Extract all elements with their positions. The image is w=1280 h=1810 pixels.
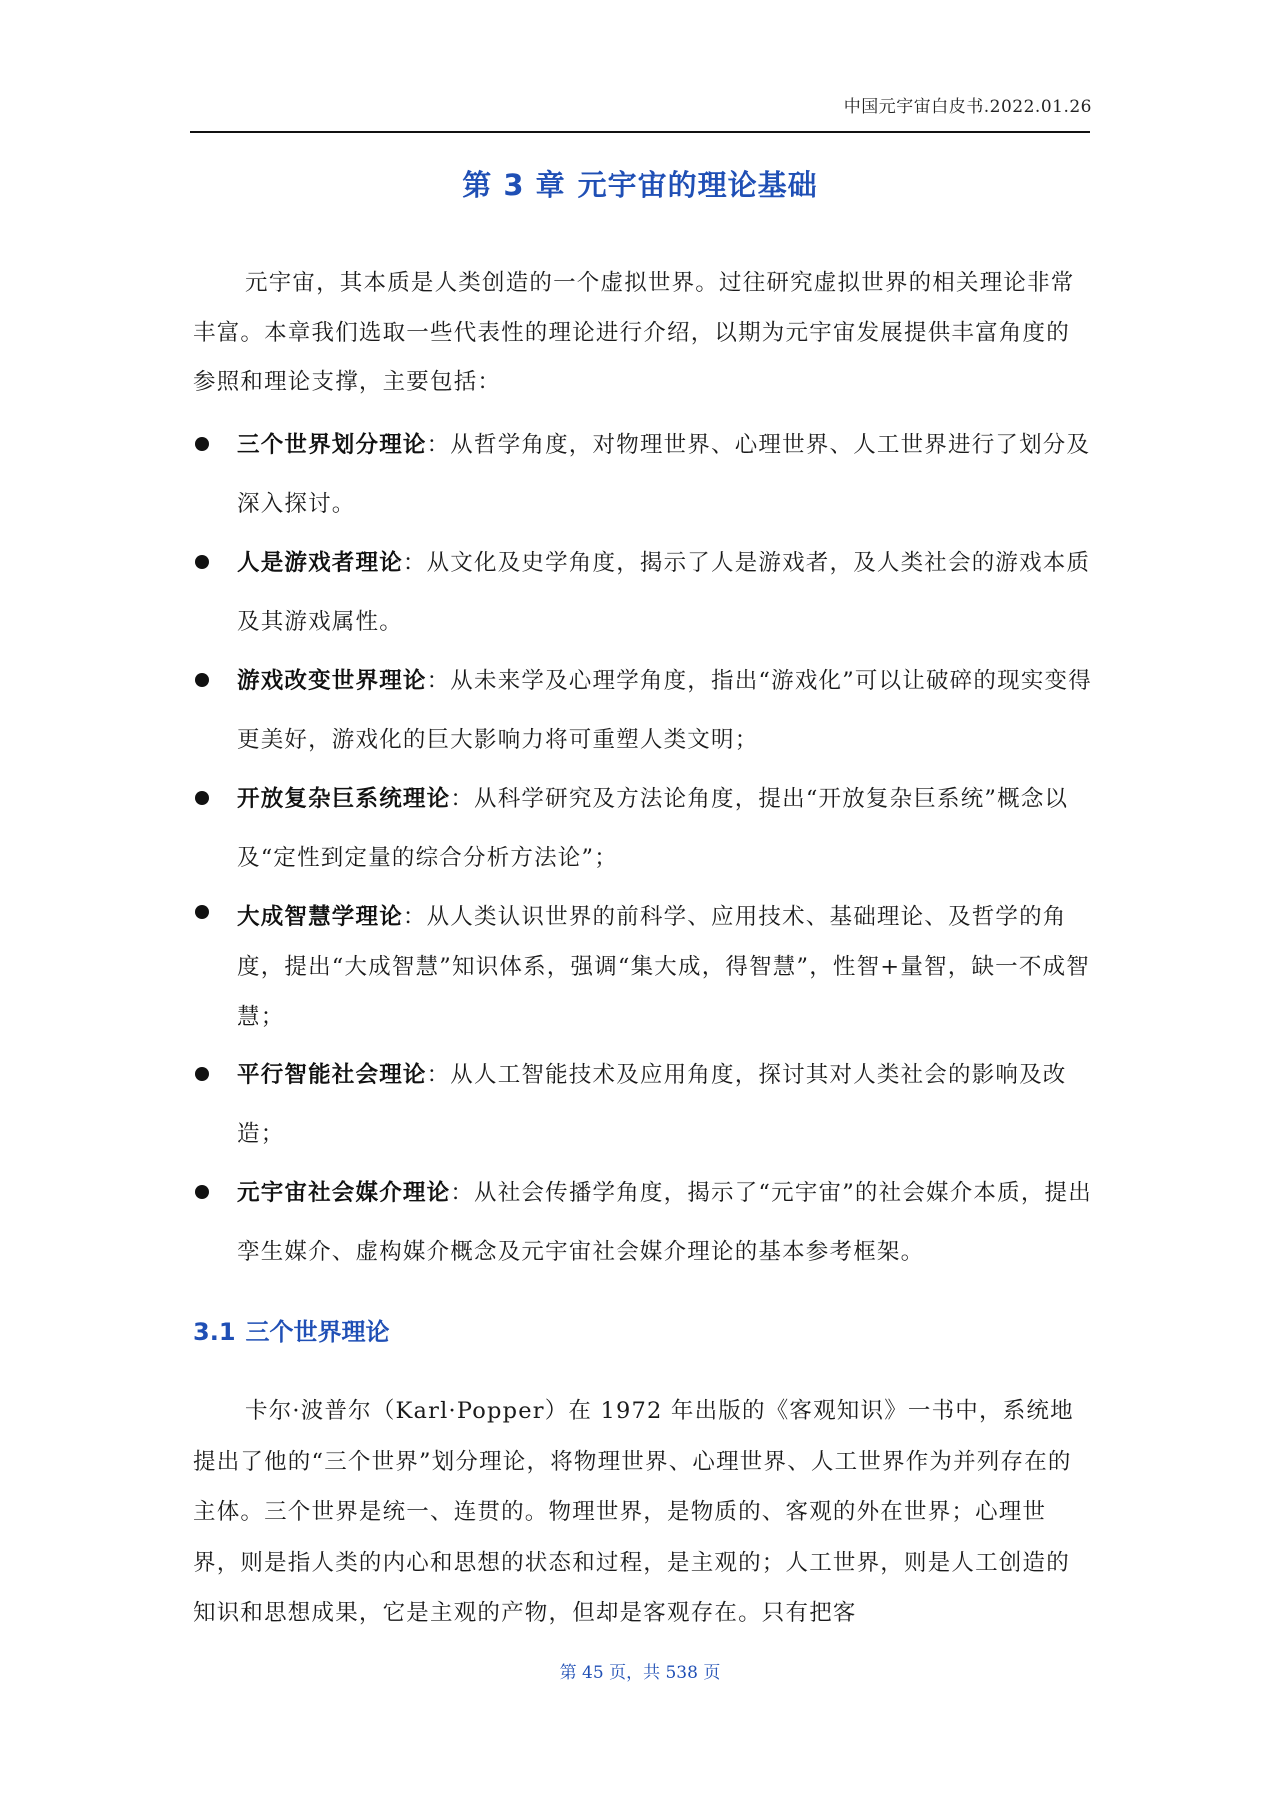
section-title-text: 三个世界理论: [245, 1318, 390, 1346]
theory-term: 人是游戏者理论: [237, 550, 403, 576]
list-item: [193, 652, 1098, 770]
theory-term: 开放复杂巨系统理论: [237, 786, 451, 812]
theory-description: ：从科学研究及方法论角度，提出“开放复杂巨系统”概念以及“定性到定量的综合分析方法论”；: [237, 786, 1069, 871]
bullet-icon: [195, 437, 209, 451]
section-paragraph: 卡尔·波普尔（Karl·Popper）在 1972 年出版的《客观知识》一书中，系统地提出了他的“三个世界”划分理论，将物理世界、心理世界、人工世界作为并列存在的主体。三个世界是统一、连贯的。物理世界，是物质的、客观的外在世界；心理世界，则是指人类的内心和思想的状态和过程，是主观的；人工世界，则是人工创造的知识和思想成果，它是主观的产物，但却是客观存在。只有把客: [193, 1398, 1074, 1626]
list-item: [193, 534, 1098, 652]
list-item: [193, 770, 1098, 888]
theory-term: 三个世界划分理论: [237, 432, 427, 458]
page-number-footer: 第 45 页，共 538 页: [559, 1663, 721, 1683]
list-item: [193, 888, 1098, 1046]
bullet-icon: [195, 555, 209, 569]
section-number: 3.1: [193, 1318, 236, 1346]
bullet-icon: [195, 1185, 209, 1199]
theory-description: ：从文化及史学角度，揭示了人是游戏者，及人类社会的游戏本质及其游戏属性。: [237, 550, 1091, 635]
intro-paragraph: 元宇宙，其本质是人类创造的一个虚拟世界。过往研究虚拟世界的相关理论非常丰富。本章我们选取一些代表性的理论进行介绍，以期为元宇宙发展提供丰富角度的参照和理论支撑，主要包括：: [193, 270, 1075, 395]
bullet-icon: [195, 905, 209, 919]
bullet-icon: [195, 673, 209, 687]
bullet-icon: [195, 1067, 209, 1081]
theory-term: 平行智能社会理论: [237, 1062, 427, 1088]
theory-description: ：从哲学角度，对物理世界、心理世界、人工世界进行了划分及深入探讨。: [237, 432, 1091, 517]
theory-description: ：从未来学及心理学角度，指出“游戏化”可以让破碎的现实变得更美好，游戏化的巨大影响力将可重塑人类文明；: [237, 668, 1092, 753]
theory-term: 游戏改变世界理论: [237, 668, 427, 694]
running-header: 中国元宇宙白皮书.2022.01.26: [843, 97, 1092, 117]
header-rule: [190, 131, 1090, 133]
theory-term: 元宇宙社会媒介理论: [237, 1180, 451, 1206]
chapter-number: 第 3 章: [462, 168, 566, 202]
theory-description: ：从社会传播学角度，揭示了“元宇宙”的社会媒介本质，提出孪生媒介、虚构媒介概念及元宇宙社会媒介理论的基本参考框架。: [237, 1180, 1092, 1265]
theory-description: ：从人类认识世界的前科学、应用技术、基础理论、及哲学的角度，提出“大成智慧”知识体系，强调“集大成，得智慧”，性智+量智，缺一不成智慧；: [237, 904, 1090, 1030]
chapter-title: [0, 163, 1280, 204]
list-item: [193, 1046, 1098, 1164]
bullet-icon: [195, 791, 209, 805]
theory-description: ：从人工智能技术及应用角度，探讨其对人类社会的影响及改造；: [237, 1062, 1067, 1147]
chapter-title-text: 元宇宙的理论基础: [577, 168, 818, 202]
section-heading: [193, 1312, 390, 1347]
theory-term: 大成智慧学理论: [237, 904, 403, 930]
list-item: [193, 1164, 1098, 1282]
list-item: [193, 416, 1098, 534]
theory-list: [193, 416, 1098, 1282]
